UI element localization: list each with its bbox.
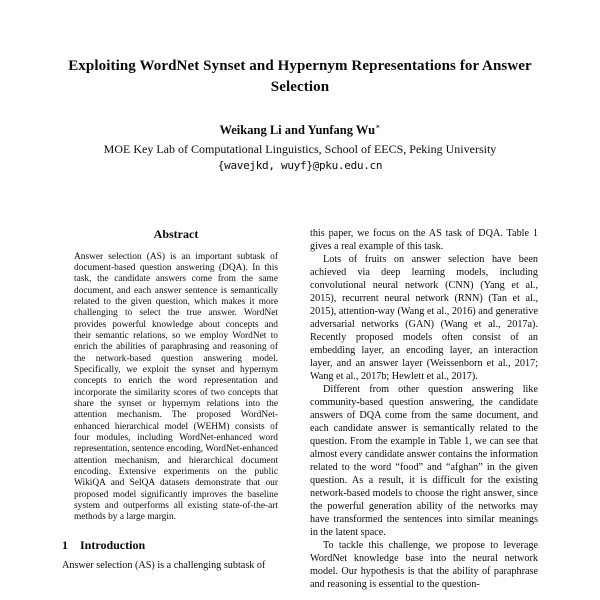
right-column-paragraph: this paper, we focus on the AS task of DQA. Table 1 gives a real example of this task. xyxy=(310,227,538,252)
paper-header xyxy=(0,0,600,172)
right-column-paragraph: Different from other question answering like community-based question answering, the candidate answers of DQA come from the same document, and each candidate answer is semantically related to the question. From the example in Table 1, we can see that almost every candidate answer contains the information related to the word “food” and “afghan” in the given question. As a result, it is difficult for the existing network-based models to choose the right answer, since the powerful generation ability of the networks may have transformed the sentences into similar meanings in the latent space. xyxy=(310,383,538,538)
section-number: 1 xyxy=(62,537,68,552)
abstract-heading: Abstract xyxy=(153,226,199,241)
right-column-paragraph: Lots of fruits on answer selection have been achieved via deep learning models, including convolutional neural network (CNN) (Yang et al., 2015), recurrent neural network (RNN) (Tan et al., 2015), attention-way (Wang et al., 2016) and generative adversarial networks (GAN) (Wang et al., 2017a). Recently proposed models often consist of an embedding layer, an encoding layer, an interaction layer, and an answer layer (Weissenborn et al., 2017; Wang et al., 2017b; Hewlett et al., 2017). xyxy=(310,253,538,382)
paper-title: Exploiting WordNet Synset and Hypernym Representations for Answer Selection xyxy=(68,58,532,95)
paper-email: {wavejkd, wuyf}@pku.edu.cn xyxy=(217,158,383,172)
paper-authors xyxy=(0,122,600,138)
left-column xyxy=(62,227,290,572)
section-title: Introduction xyxy=(80,537,146,552)
author-names: Weikang Li and Yunfang Wu xyxy=(219,123,376,138)
two-column-body xyxy=(62,227,538,591)
right-column xyxy=(310,227,538,591)
paper-affiliation: MOE Key Lab of Computational Linguistics, School of EECS, Peking University xyxy=(103,141,497,156)
author-footnote-mark: ∗ xyxy=(375,122,381,132)
abstract-text: Answer selection (AS) is an important subtask of document-based question answering (DQA). In this task, the candidate answers come from the same document, and each answer sentence is semantically related to the given question, which makes it more challenging to select the true answer. WordNet provides powerful knowledge about concepts and their semantic relations, so we employ WordNet to enrich the abilities of paraphrasing and reasoning of the network-based question answering model. Specifically, we exploit the synset and hypernym concepts to enrich the word representation and incorporate the similarity scores of two concepts that share the synset or hypernym relations into the attention mechanism. The proposed WordNet-enhanced hierarchical model (WEHM) consists of four modules, including WordNet-enhanced word representation, sentence encoding, WordNet-enhanced attention mechanism, and hierarchical document encoding. Extensive experiments on the public WikiQA and SelQA datasets demonstrate that our proposed model significantly improves the baseline system and outperforms all existing state-of-the-art methods by a large margin. xyxy=(74,251,278,523)
section-heading-introduction xyxy=(62,538,290,553)
introduction-first-line: Answer selection (AS) is a challenging subtask of xyxy=(62,559,266,571)
right-column-paragraph: To tackle this challenge, we propose to leverage WordNet knowledge base into the neural network model. Our hypothesis is that the ability of paraphrase and reasoning is essential to the question- xyxy=(310,539,538,590)
